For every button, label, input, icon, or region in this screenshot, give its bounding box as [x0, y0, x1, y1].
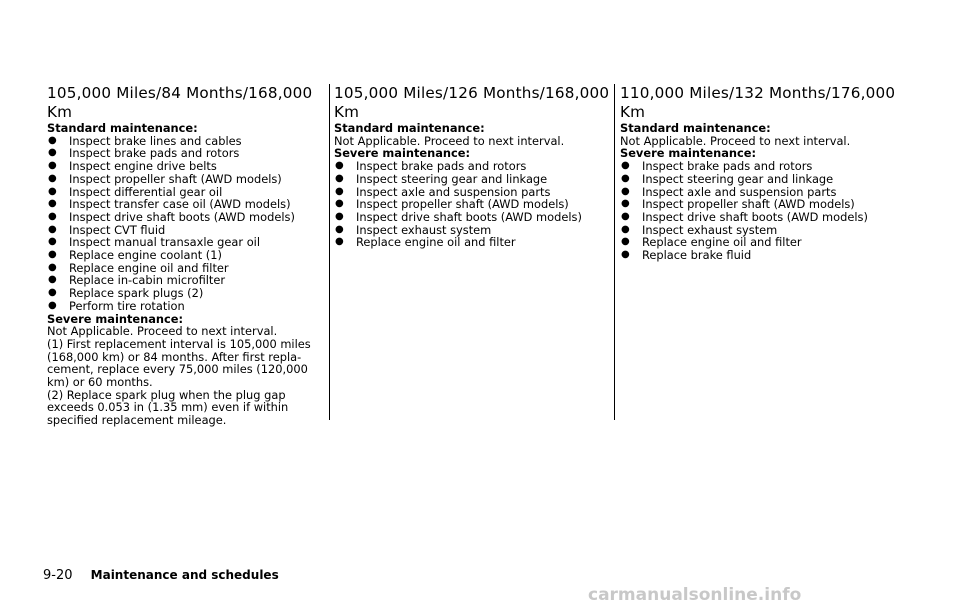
list-item-text: Replace brake fluid: [642, 248, 752, 263]
list-item-text: Replace engine coolant (1): [69, 248, 222, 263]
standard-maintenance-label: Standard maintenance:: [620, 121, 771, 135]
list-item-text: Inspect transfer case oil (AWD models): [69, 197, 291, 212]
bullet-icon: ●: [48, 299, 57, 311]
list-item-text: Inspect exhaust system: [642, 222, 778, 237]
bullet-icon: ●: [335, 198, 344, 210]
interval-title: 105,000 Miles/84 Months/168,000 Km: [47, 84, 313, 121]
footnotes: [47, 338, 329, 427]
footnote-line: (168,000 km) or 84 months. After first repla-: [47, 349, 302, 364]
list-item-text: Inspect engine drive belts: [69, 159, 217, 174]
list-item-text: Inspect differential gear oil: [69, 184, 223, 199]
list-item-text: Replace engine oil and filter: [69, 260, 229, 275]
severe-maintenance-text: Not Applicable. Proceed to next interval.: [47, 324, 278, 339]
list-item-text: Inspect manual transaxle gear oil: [69, 235, 260, 250]
list-item: [47, 300, 329, 313]
bullet-icon: ●: [48, 210, 57, 222]
section-title: Maintenance and schedules: [90, 568, 279, 582]
severe-maintenance-label: Severe maintenance:: [334, 146, 471, 161]
list-item-text: Inspect brake lines and cables: [69, 133, 242, 148]
list-item-text: Inspect steering gear and linkage: [642, 171, 834, 186]
column-divider: [614, 84, 615, 420]
column-110000-132: [620, 84, 920, 262]
list-item-text: Inspect propeller shaft (AWD models): [69, 171, 282, 186]
bullet-icon: ●: [48, 134, 57, 146]
footnote-line: cement, replace every 75,000 miles (120,000: [47, 362, 308, 377]
footnote-line: (2) Replace spark plug when the plug gap: [47, 387, 286, 402]
list-item-text: Inspect exhaust system: [356, 222, 492, 237]
interval-title: 105,000 Miles/126 Months/168,000 Km: [334, 84, 610, 121]
bullet-icon: ●: [621, 160, 630, 172]
bullet-icon: ●: [621, 185, 630, 197]
bullet-icon: ●: [48, 274, 57, 286]
bullet-icon: ●: [621, 198, 630, 210]
footnote-line: exceeds 0.053 in (1.35 mm) even if within: [47, 400, 289, 415]
bullet-icon: ●: [48, 172, 57, 184]
bullet-icon: ●: [48, 236, 57, 248]
list-item-text: Inspect brake pads and rotors: [642, 159, 813, 174]
severe-items-list: [620, 160, 920, 262]
list-item-text: Inspect axle and suspension parts: [356, 184, 551, 199]
severe-maintenance-label: Severe maintenance:: [47, 311, 184, 326]
bullet-icon: ●: [335, 236, 344, 248]
bullet-icon: ●: [621, 223, 630, 235]
bullet-icon: ●: [621, 172, 630, 184]
severe-items-list: [334, 160, 616, 249]
bullet-icon: ●: [48, 249, 57, 261]
standard-maintenance-label: Standard maintenance:: [334, 121, 485, 135]
footnote-line: specified replacement mileage.: [47, 413, 227, 428]
list-item-text: Replace spark plugs (2): [69, 286, 204, 301]
standard-maintenance-label: Standard maintenance:: [47, 121, 198, 135]
severe-maintenance-label: Severe maintenance:: [620, 146, 757, 161]
watermark: carmanualsonline.info: [588, 585, 802, 605]
list-item-text: Inspect drive shaft boots (AWD models): [69, 209, 295, 224]
bullet-icon: ●: [335, 160, 344, 172]
page-footer: [43, 568, 279, 583]
list-item-text: Replace engine oil and filter: [356, 235, 516, 250]
footnote-line: km) or 60 months.: [47, 375, 153, 390]
bullet-icon: ●: [335, 185, 344, 197]
list-item-text: Inspect drive shaft boots (AWD models): [642, 209, 868, 224]
list-item-text: Inspect brake pads and rotors: [69, 146, 240, 161]
bullet-icon: ●: [48, 160, 57, 172]
column-divider: [329, 84, 330, 420]
list-item-text: Inspect propeller shaft (AWD models): [642, 197, 855, 212]
interval-title: 110,000 Miles/132 Months/176,000 Km: [620, 84, 896, 121]
list-item: [620, 249, 920, 262]
bullet-icon: ●: [48, 287, 57, 299]
list-item-text: Perform tire rotation: [69, 298, 185, 313]
standard-items-list: [47, 135, 329, 313]
bullet-icon: ●: [48, 223, 57, 235]
bullet-icon: ●: [335, 172, 344, 184]
column-105000-84: [47, 84, 329, 427]
footnote-line: (1) First replacement interval is 105,000 miles: [47, 336, 311, 351]
bullet-icon: ●: [48, 198, 57, 210]
bullet-icon: ●: [335, 210, 344, 222]
list-item-text: Inspect CVT fluid: [69, 222, 166, 237]
bullet-icon: ●: [621, 249, 630, 261]
list-item-text: Inspect drive shaft boots (AWD models): [356, 209, 582, 224]
list-item-text: Inspect steering gear and linkage: [356, 171, 548, 186]
bullet-icon: ●: [48, 261, 57, 273]
standard-maintenance-text: Not Applicable. Proceed to next interval.: [620, 133, 851, 148]
list-item-text: Replace engine oil and filter: [642, 235, 802, 250]
bullet-icon: ●: [335, 223, 344, 235]
list-item: [334, 236, 616, 249]
standard-maintenance-text: Not Applicable. Proceed to next interval.: [334, 133, 565, 148]
page-number: 9-20: [43, 568, 73, 583]
bullet-icon: ●: [48, 185, 57, 197]
bullet-icon: ●: [48, 147, 57, 159]
list-item-text: Inspect brake pads and rotors: [356, 159, 527, 174]
list-item-text: Inspect axle and suspension parts: [642, 184, 837, 199]
list-item-text: Replace in-cabin microfilter: [69, 273, 226, 288]
bullet-icon: ●: [621, 210, 630, 222]
column-105000-126: [334, 84, 616, 249]
bullet-icon: ●: [621, 236, 630, 248]
list-item-text: Inspect propeller shaft (AWD models): [356, 197, 569, 212]
